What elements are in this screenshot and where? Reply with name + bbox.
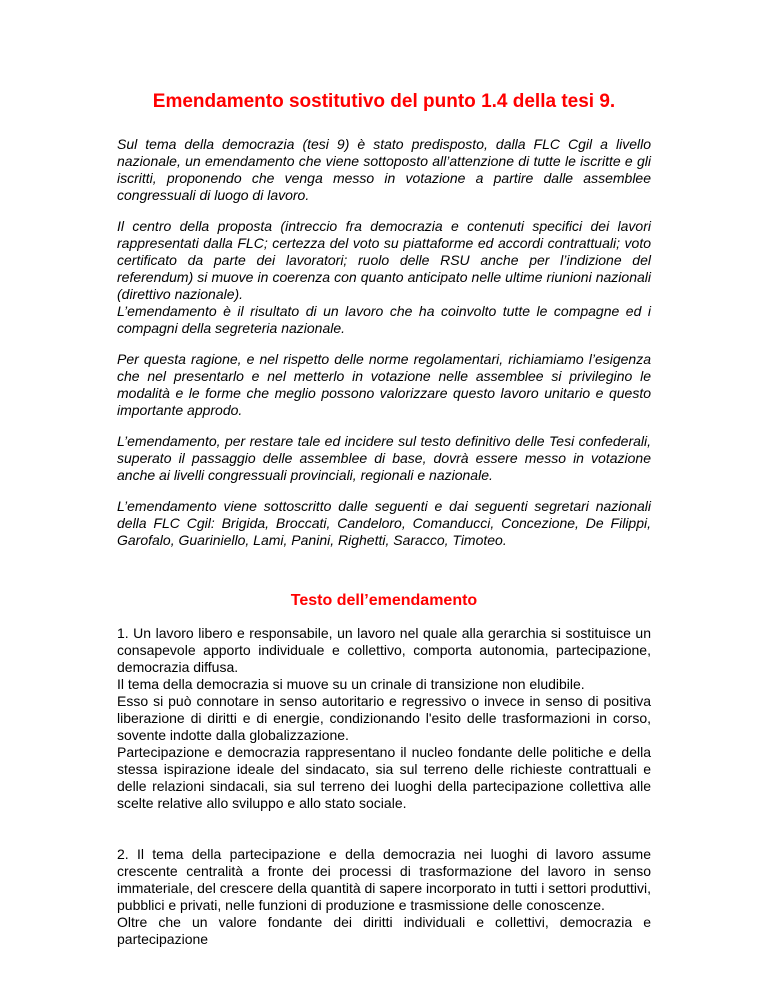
document-title: Emendamento sostitutivo del punto 1.4 della tesi 9.	[152, 91, 616, 112]
section-1-paragraph: Il tema della democrazia si muove su un crinale di transizione non eludibile.	[117, 676, 585, 692]
intro-paragraph: L’emendamento, per restare tale ed incidere sul testo definitivo delle Tesi confederali, superato il passaggio delle assemblee di base, dovrà essere messo in votazione anche ai livelli congressuali provinciali, regionali e nazionale.	[117, 433, 651, 483]
amendment-body	[117, 625, 651, 948]
amendment-subtitle: Testo dell’emendamento	[290, 592, 478, 609]
intro-paragraph: Per questa ragione, e nel rispetto delle norme regolamentari, richiamiamo l’esigenza che nel presentarlo e nel metterlo in votazione nelle assemblee si privilegino le modalità e le forme che meglio possono valorizzare questo lavoro unitario e questo importante approdo.	[117, 351, 651, 418]
section-1-paragraph: 1. Un lavoro libero e responsabile, un lavoro nel quale alla gerarchia si sostituisce un consapevole apporto individuale e collettivo, comporta autonomia, partecipazione, democrazia diffusa.	[117, 625, 651, 675]
section-1-paragraph: Esso si può connotare in senso autoritario e regressivo o invece in senso di positiva liberazione di diritti e di energie, condizionando l'esito delle trasformazioni in corso, sovente indotte dalla globalizzazione.	[117, 693, 651, 743]
section-1-paragraph: Partecipazione e democrazia rappresentano il nucleo fondante delle politiche e della stessa ispirazione ideale del sindacato, sia sul terreno delle richieste contrattuali e delle relazioni sindacali, sia sul terreno dei luoghi della partecipazione collettiva alle scelte relative allo sviluppo e allo stato sociale.	[117, 744, 651, 811]
section-2-paragraph: Oltre che un valore fondante dei diritti individuali e collettivi, democrazia e partecipazione	[117, 914, 651, 947]
intro-paragraph: L’emendamento è il risultato di un lavoro che ha coinvolto tutte le compagne ed i compagni della segreteria nazionale.	[117, 303, 651, 336]
intro-section	[117, 136, 651, 549]
section-spacer	[117, 812, 651, 846]
intro-paragraph: L’emendamento viene sottoscritto dalle seguenti e dai seguenti segretari nazionali della FLC Cgil: Brigida, Broccati, Candeloro, Comanducci, Concezione, De Filippi, Garofalo, Guariniello, Lami, Panini, Righetti, Saracco, Timoteo.	[117, 498, 651, 548]
document-page	[117, 90, 651, 948]
intro-paragraph: Sul tema della democrazia (tesi 9) è stato predisposto, dalla FLC Cgil a livello nazionale, un emendamento che viene sottoposto all’attenzione di tutte le iscritte e gli iscritti, proponendo che venga messo in votazione a partire dalle assemblee congressuali di luogo di lavoro.	[117, 136, 651, 203]
intro-paragraph: Il centro della proposta (intreccio fra democrazia e contenuti specifici dei lavori rappresentati dalla FLC; certezza del voto su piattaforme ed accordi contrattuali; voto certificato da parte dei lavoratori; ruolo delle RSU anche per l’indizione del referendum) si muove in coerenza con quanto anticipato nelle ultime riunioni nazionali (direttivo nazionale).	[117, 218, 651, 302]
section-2-paragraph: 2. Il tema della partecipazione e della democrazia nei luoghi di lavoro assume crescente centralità a fronte dei processi di trasformazione del lavoro in senso immateriale, del crescere della quantità di sapere incorporato in tutti i settori produttivi, pubblici e privati, nelle funzioni di produzione e trasmissione delle conoscenze.	[117, 846, 651, 913]
